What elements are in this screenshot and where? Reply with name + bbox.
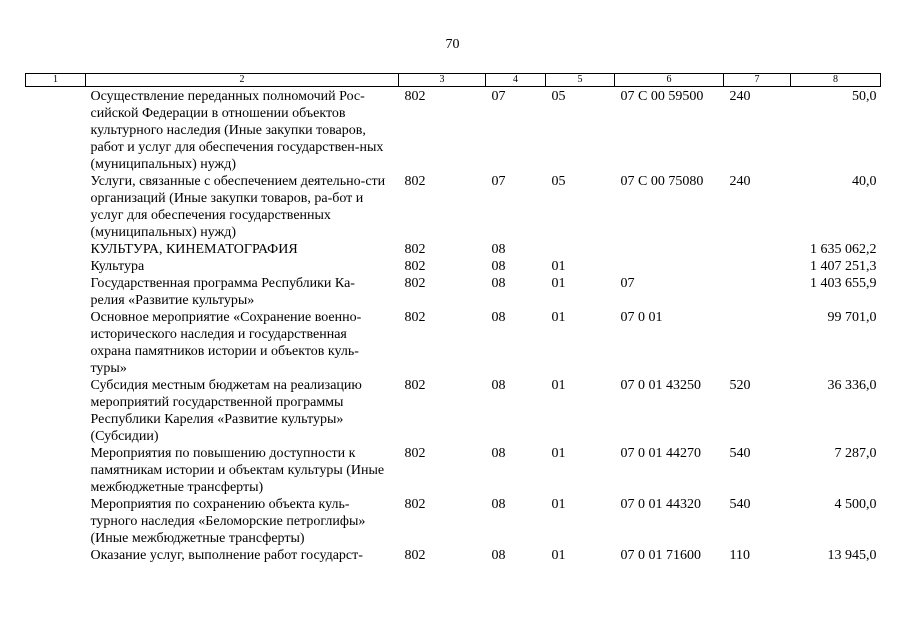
row-amount: 50,0 [852,89,877,104]
row-target-code [615,258,724,275]
row-subsection-code: 01 [551,548,566,563]
row-amount: 36 336,0 [827,378,877,393]
row-subsection-code: 05 [551,174,566,189]
row-amount: 1 403 655,9 [810,276,877,291]
table-row [26,275,881,309]
row-col1 [26,275,86,309]
row-target-code: 07 0 01 44320 [620,497,701,512]
row-subsection-code: 05 [551,89,566,104]
table-row [26,496,881,547]
row-target-code: 07 0 01 [620,310,663,325]
table-row [26,241,881,258]
row-subsection-code [546,241,615,258]
row-target-code [615,241,724,258]
row-amount: 99 701,0 [827,310,877,325]
row-expense-type: 240 [729,89,751,104]
row-subsection-code: 01 [551,259,566,274]
row-section-code: 08 [491,378,506,393]
row-section-code: 08 [491,446,506,461]
row-amount: 1 635 062,2 [810,242,877,257]
row-ministry-code: 802 [404,276,426,291]
row-section-code: 08 [491,548,506,563]
row-amount: 1 407 251,3 [810,259,877,274]
row-amount: 4 500,0 [834,497,877,512]
table-row [26,377,881,445]
row-name: Мероприятия по сохранению объекта куль-турного наследия «Беломорские петроглифы» (Иные межбюджетные трансферты) [90,497,366,546]
table-row [26,445,881,496]
row-ministry-code: 802 [404,242,426,257]
column-header: 5 [546,74,615,87]
header-row [26,74,881,87]
row-expense-type: 240 [729,174,751,189]
table-row [26,173,881,241]
row-expense-type: 110 [729,548,750,563]
column-header: 8 [791,74,881,87]
row-section-code: 07 [491,174,506,189]
row-name: Субсидия местным бюджетам на реализацию мероприятий государственной программы Республики Карелия «Развитие культуры» (Субсидии) [90,378,362,444]
row-target-code: 07 С 00 75080 [620,174,704,189]
row-name: Мероприятия по повышению доступности к памятникам истории и объектам культуры (Иные межбюджетные трансферты) [90,446,385,495]
column-header: 2 [86,74,399,87]
row-target-code: 07 0 01 43250 [620,378,701,393]
row-name: Государственная программа Республики Ка-релия «Развитие культуры» [90,276,355,308]
row-section-code: 08 [491,497,506,512]
row-target-code: 07 С 00 59500 [620,89,704,104]
row-col1 [26,258,86,275]
row-name: Осуществление переданных полномочий Рос-сийской Федерации в отношении объектов культурного наследия (Иные закупки товаров, работ и услуг для обеспечения государствен-ных (муниципальных) нужд) [90,89,384,172]
row-target-code: 07 [620,276,635,291]
row-subsection-code: 01 [551,497,566,512]
column-header: 6 [615,74,724,87]
table-row [26,309,881,377]
row-section-code: 08 [491,242,506,257]
row-amount: 40,0 [852,174,877,189]
row-name: Основное мероприятие «Сохранение военно-исторического наследия и государственная охрана памятников истории и объектов куль-туры» [90,310,362,376]
row-ministry-code: 802 [404,174,426,189]
row-name: КУЛЬТУРА, КИНЕМАТОГРАФИЯ [90,242,298,257]
row-subsection-code: 01 [551,446,566,461]
budget-table [25,73,881,564]
row-expense-type: 520 [729,378,751,393]
row-name: Услуги, связанные с обеспечением деятельно-сти организаций (Иные закупки товаров, ра-бот и услуг для обеспечения государственных (муниципальных) нужд) [90,174,386,240]
page-number: 70 [445,37,460,52]
row-section-code: 07 [491,89,506,104]
row-ministry-code: 802 [404,89,426,104]
row-subsection-code: 01 [551,378,566,393]
row-col1 [26,445,86,496]
table-row [26,87,881,174]
row-ministry-code: 802 [404,497,426,512]
row-col1 [26,547,86,564]
row-col1 [26,496,86,547]
row-section-code: 08 [491,310,506,325]
row-ministry-code: 802 [404,259,426,274]
row-col1 [26,377,86,445]
row-target-code: 07 0 01 71600 [620,548,701,563]
row-ministry-code: 802 [404,446,426,461]
row-subsection-code: 01 [551,276,566,291]
row-expense-type [724,309,791,377]
row-ministry-code: 802 [404,378,426,393]
row-amount: 13 945,0 [827,548,877,563]
table-row [26,258,881,275]
row-col1 [26,87,86,174]
column-header: 3 [399,74,486,87]
column-header: 1 [26,74,86,87]
row-name: Оказание услуг, выполнение работ государст- [90,548,363,563]
row-ministry-code: 802 [404,310,426,325]
row-expense-type: 540 [729,497,751,512]
row-col1 [26,173,86,241]
row-ministry-code: 802 [404,548,426,563]
column-header: 4 [486,74,546,87]
row-expense-type: 540 [729,446,751,461]
row-section-code: 08 [491,276,506,291]
row-amount: 7 287,0 [834,446,877,461]
row-subsection-code: 01 [551,310,566,325]
row-expense-type [724,258,791,275]
row-section-code: 08 [491,259,506,274]
row-name: Культура [90,259,145,274]
row-col1 [26,309,86,377]
row-expense-type [724,241,791,258]
row-expense-type [724,275,791,309]
row-col1 [26,241,86,258]
table-row [26,547,881,564]
column-header: 7 [724,74,791,87]
row-target-code: 07 0 01 44270 [620,446,701,461]
